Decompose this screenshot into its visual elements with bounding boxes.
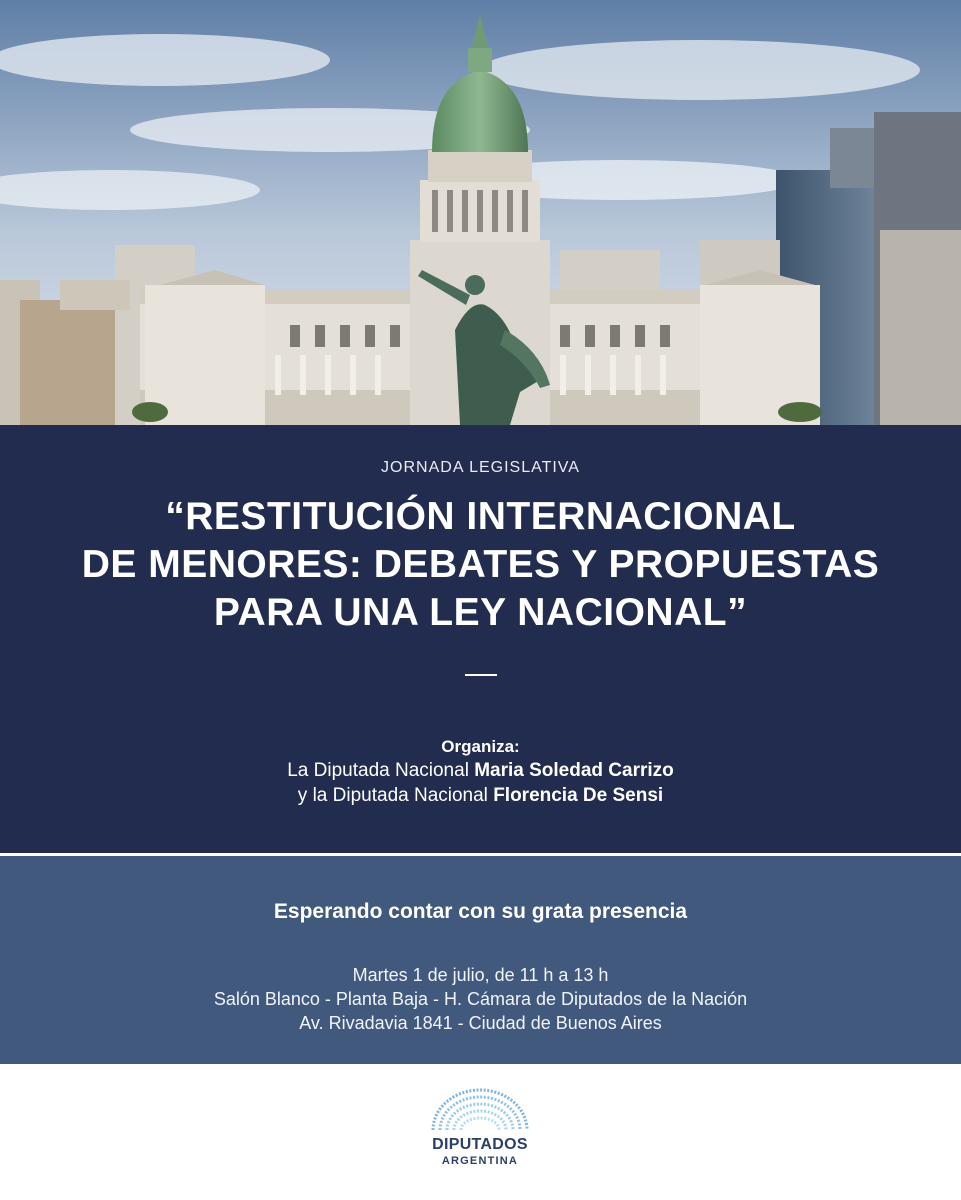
event-title [20,493,941,637]
event-type-label: JORNADA LEGISLATIVA [381,459,580,476]
organizer-prefix: La Diputada Nacional [287,760,475,781]
logo-subtitle: ARGENTINA [441,1155,519,1167]
event-info-band [0,425,961,853]
event-title-line: “RESTITUCIÓN INTERNACIONAL [165,495,796,538]
event-venue: Salón Blanco - Planta Baja - H. Cámara de Diputados de la Nación [213,989,748,1009]
organizers-label: Organiza: [441,737,520,756]
event-title-line: PARA UNA LEY NACIONAL” [213,591,748,634]
event-details-band [0,856,961,1064]
organizer-line-2 [0,785,961,807]
diputados-logo [400,1086,560,1196]
event-address: Av. Rivadavia 1841 - Ciudad de Buenos Aires [299,1013,662,1033]
organizer-prefix: y la Diputada Nacional [297,785,494,806]
congress-building-photo [0,0,961,425]
organizer-name: Florencia De Sensi [493,785,664,806]
hero-photo [0,0,961,425]
invitation-text: Esperando contar con su grata presencia [273,900,688,923]
hemicycle-logo-icon [425,1086,535,1132]
organizer-line-1 [0,760,961,782]
footer [0,1064,961,1200]
logo-name: DIPUTADOS [432,1136,528,1153]
title-divider [465,674,497,676]
event-title-line: DE MENORES: DEBATES Y PROPUESTAS [81,543,880,586]
organizer-name: Maria Soledad Carrizo [474,760,674,781]
event-date: Martes 1 de julio, de 11 h a 13 h [352,965,609,985]
